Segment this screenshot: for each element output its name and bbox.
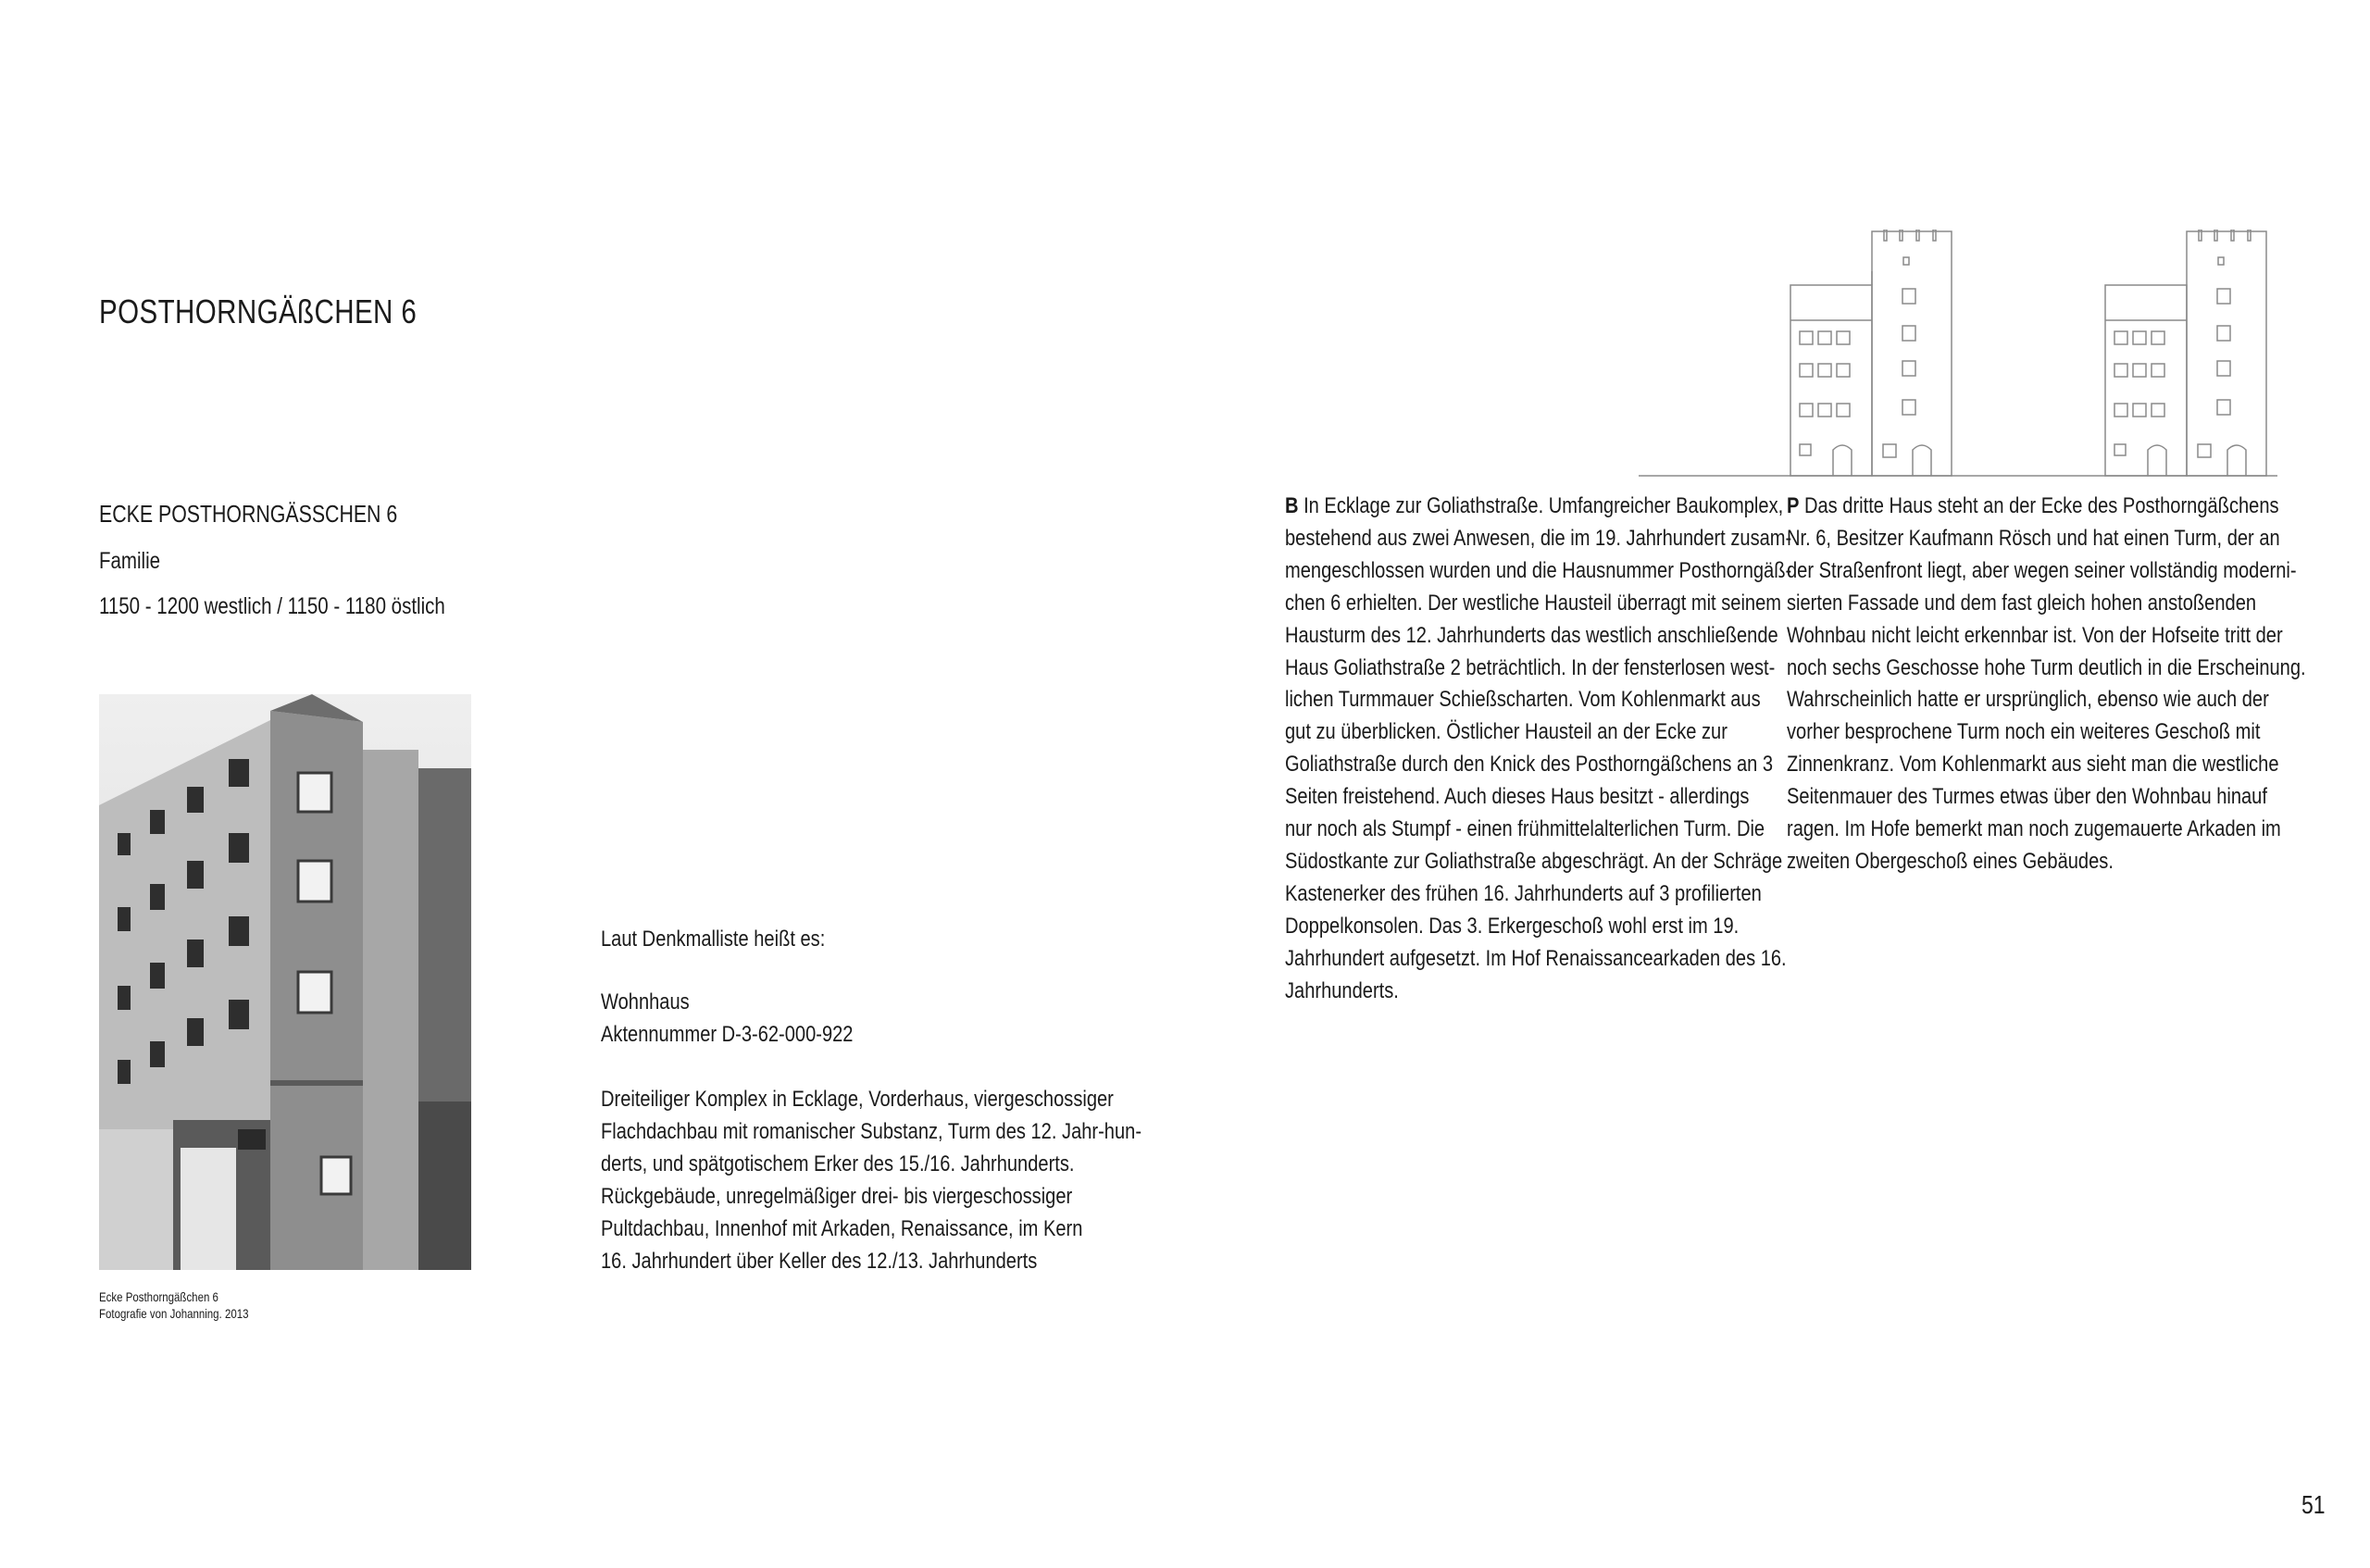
text-line: ragen. Im Hofe bemerkt man noch zugemauerte Arkaden im xyxy=(1787,816,2281,842)
text-line: bestehend aus zwei Anwesen, die im 19. Jahrhundert zusam- xyxy=(1285,525,1792,551)
page-number: 51 xyxy=(2301,1490,2326,1519)
page-title: POSTHORNGÄßCHEN 6 xyxy=(99,292,418,330)
text-line: Dreiteiliger Komplex in Ecklage, Vorderhaus, viergeschossiger xyxy=(601,1087,1114,1112)
text-line: derts, und spätgotischem Erker des 15./16. Jahrhunderts. xyxy=(601,1151,1075,1176)
text-line: B In Ecklage zur Goliathstraße. Umfangreicher Baukomplex, xyxy=(1285,493,1784,518)
text-line: Wohnbau nicht leicht erkennbar ist. Von der Hofseite tritt der xyxy=(1787,622,2283,648)
text-line: Seitenmauer des Turmes etwas über den Wohnbau hinauf xyxy=(1787,784,2267,810)
text-line: der Straßenfront liegt, aber wegen seiner vollständig moderni- xyxy=(1787,557,2297,583)
text-column-b xyxy=(1285,491,1791,1008)
text-line: chen 6 erhielten. Der westliche Hausteil überragt mit seinem xyxy=(1285,590,1781,616)
text-line: nur noch als Stumpf - einen frühmittelalterlichen Turm. Die xyxy=(1285,816,1765,842)
text-line: lichen Turmmauer Schießscharten. Vom Kohlenmarkt aus xyxy=(1285,687,1761,713)
text-line: Südostkante zur Goliathstraße abgeschrägt. An der Schräge xyxy=(1285,848,1783,874)
denkmal-description xyxy=(601,1084,1141,1277)
photo-caption-line: Ecke Posthorngäßchen 6 xyxy=(99,1289,218,1304)
text-line: Hausturm des 12. Jahrhunderts das westlich anschließende xyxy=(1285,622,1778,648)
text-line: Goliathstraße durch den Knick des Posthorngäßchens an 3 xyxy=(1285,752,1774,778)
denkmal-intro: Laut Denkmalliste heißt es: xyxy=(601,927,826,952)
text-line: zweiten Obergeschoß eines Gebäudes. xyxy=(1787,848,2114,874)
text-line: sierten Fassade und dem fast gleich hohen anstoßenden xyxy=(1787,590,2257,616)
text-line: noch sechs Geschosse hohe Turm deutlich in die Erscheinung. xyxy=(1787,654,2306,680)
text-line: Jahrhundert aufgesetzt. Im Hof Renaissancearkaden des 16. xyxy=(1285,945,1787,971)
dating-text: 1150 - 1200 westlich / 1150 - 1180 östlich xyxy=(99,593,445,619)
section-marker-b: B xyxy=(1285,493,1299,518)
text-line: Wahrscheinlich hatte er ursprünglich, ebenso wie auch der xyxy=(1787,687,2269,713)
text-line: Kastenerker des frühen 16. Jahrhunderts auf 3 profilierten xyxy=(1285,880,1762,906)
text-line: Flachdachbau mit romanischer Substanz, Turm des 12. Jahr-hun- xyxy=(601,1118,1142,1144)
text-line: 16. Jahrhundert über Keller des 12./13. Jahrhunderts xyxy=(601,1248,1038,1274)
building-photo xyxy=(99,694,471,1270)
family-label: Familie xyxy=(99,548,161,574)
photo-caption-line: Fotografie von Johanning. 2013 xyxy=(99,1306,249,1321)
text-line: Seiten freistehend. Auch dieses Haus besitzt - allerdings xyxy=(1285,784,1750,810)
text-line: P Das dritte Haus steht an der Ecke des Posthorngäßchens xyxy=(1787,493,2279,518)
text-line: Rückgebäude, unregelmäßiger drei- bis viergeschossiger xyxy=(601,1183,1073,1209)
section-subtitle: ECKE POSTHORNGÄSSCHEN 6 xyxy=(99,500,398,528)
text-line: Zinnenkranz. Vom Kohlenmarkt aus sieht man die westliche xyxy=(1787,752,2279,778)
text-line: Doppelkonsolen. Das 3. Erkergeschoß wohl erst im 19. xyxy=(1285,913,1740,939)
denkmal-file-number: Aktennummer D-3-62-000-922 xyxy=(601,1022,854,1047)
elevation-left xyxy=(1790,230,1952,476)
text-line: gut zu überblicken. Östlicher Hausteil an der Ecke zur xyxy=(1285,719,1728,745)
text-line: Nr. 6, Besitzer Kaufmann Rösch und hat einen Turm, der an xyxy=(1787,525,2280,551)
denkmal-type: Wohnhaus xyxy=(601,989,690,1014)
text-line: mengeschlossen wurden und die Hausnummer Posthorngäß- xyxy=(1285,557,1792,583)
section-marker-p: P xyxy=(1787,493,1800,518)
text-line: Haus Goliathstraße 2 beträchtlich. In der fensterlosen west- xyxy=(1285,654,1776,680)
text-line: Pultdachbau, Innenhof mit Arkaden, Renaissance, im Kern xyxy=(601,1215,1083,1241)
elevation-right xyxy=(2105,230,2266,476)
text-line: Jahrhunderts. xyxy=(1285,977,1399,1003)
text-column-p xyxy=(1787,491,2306,878)
text-line: vorher besprochene Turm noch ein weiteres Geschoß mit xyxy=(1787,719,2261,745)
elevation-drawings xyxy=(1639,230,2277,479)
